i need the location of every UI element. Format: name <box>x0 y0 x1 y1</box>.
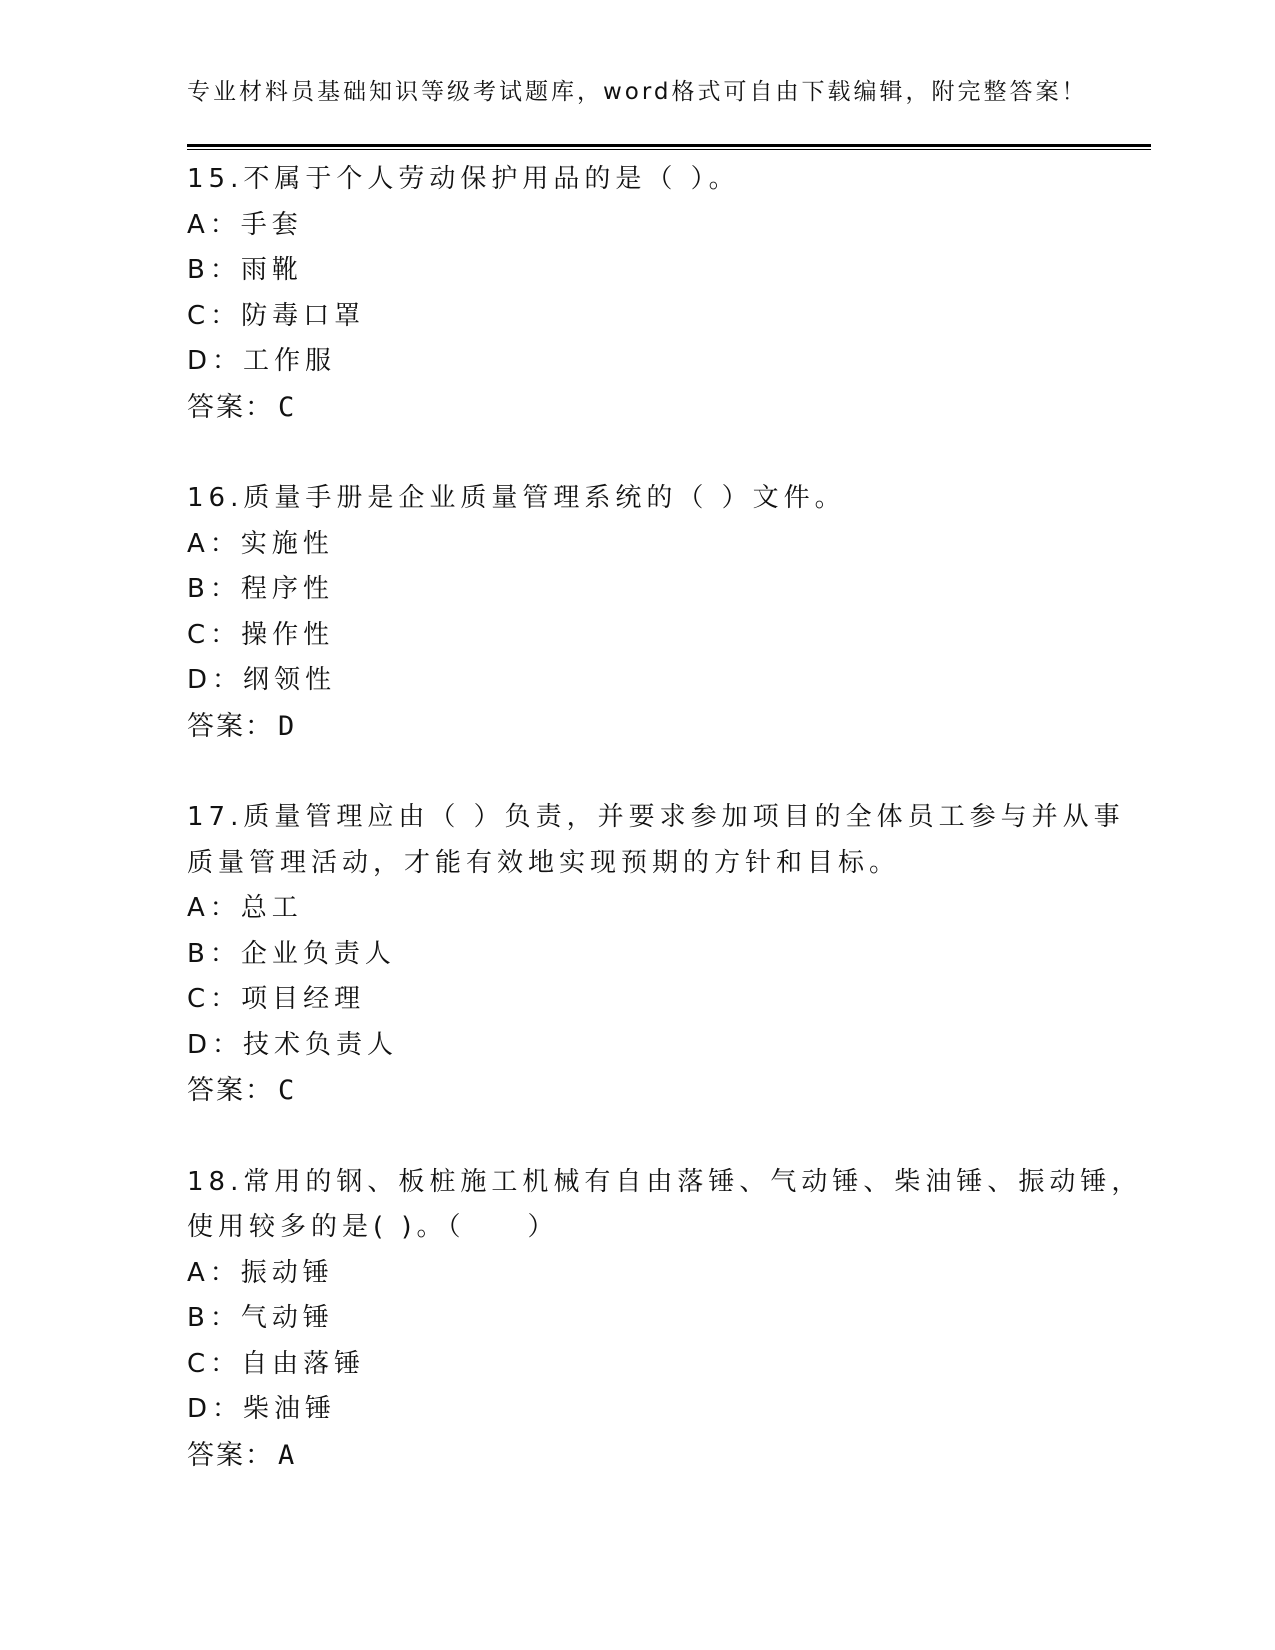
option-c: C：防毒口罩 <box>187 300 366 331</box>
question-stem: 18.常用的钢、板桩施工机械有自由落锤、气动锤、柴油锤、振动锤， <box>187 1166 1143 1197</box>
answer-line <box>187 1433 1067 1479</box>
option-a: A：振动锤 <box>187 1257 334 1288</box>
option-a: A：实施性 <box>187 528 334 559</box>
option-d: D：技术负责人 <box>187 1029 399 1060</box>
option-b: B：气动锤 <box>187 1303 334 1333</box>
question-stem-continued: 使用较多的是( )。（ ） <box>187 1212 559 1242</box>
option-d: D：柴油锤 <box>187 1394 337 1424</box>
option-d: D：纲领性 <box>187 665 337 695</box>
option-a: A：总工 <box>187 893 303 923</box>
option-b: B：程序性 <box>187 574 334 604</box>
option-a: A：手套 <box>187 209 303 240</box>
answer-line <box>187 385 1067 431</box>
option-d: D：工作服 <box>187 346 337 376</box>
option-b: B：企业负责人 <box>187 938 396 969</box>
question-17 <box>187 795 1125 1114</box>
answer-line <box>187 704 1067 750</box>
answer-label: 答案： <box>187 391 274 423</box>
option-c: C：操作性 <box>187 619 335 650</box>
answer-label: 答案： <box>187 1075 274 1106</box>
answer-label: 答案： <box>187 710 274 742</box>
page-header: 专业材料员基础知识等级考试题库，word格式可自由下载编辑，附完整答案！ <box>187 79 1088 105</box>
question-stem: 15.不属于个人劳动保护用品的是（ ）。 <box>187 164 740 194</box>
question-16 <box>187 476 1067 749</box>
question-stem: 17.质量管理应由（ ）负责，并要求参加项目的全体员工参与并从事 <box>187 802 1125 832</box>
header-rule-thick <box>187 144 1151 147</box>
answer-label: 答案： <box>187 1439 274 1471</box>
header-rule-thin <box>187 149 1151 150</box>
option-c: C：自由落锤 <box>187 1348 366 1379</box>
question-stem-continued: 质量管理活动，才能有效地实现预期的方针和目标。 <box>187 847 901 878</box>
answer-value: A <box>278 1439 297 1471</box>
question-18 <box>187 1160 1143 1479</box>
option-b: B：雨靴 <box>187 255 303 285</box>
answer-value: C <box>278 391 297 423</box>
question-list <box>187 157 1143 1524</box>
answer-value: C <box>278 1075 297 1106</box>
question-stem: 16.质量手册是企业质量管理系统的（ ）文件。 <box>187 483 846 513</box>
question-15 <box>187 157 1067 430</box>
answer-line <box>187 1068 1067 1114</box>
answer-value: D <box>278 710 297 742</box>
option-c: C：项目经理 <box>187 984 366 1014</box>
